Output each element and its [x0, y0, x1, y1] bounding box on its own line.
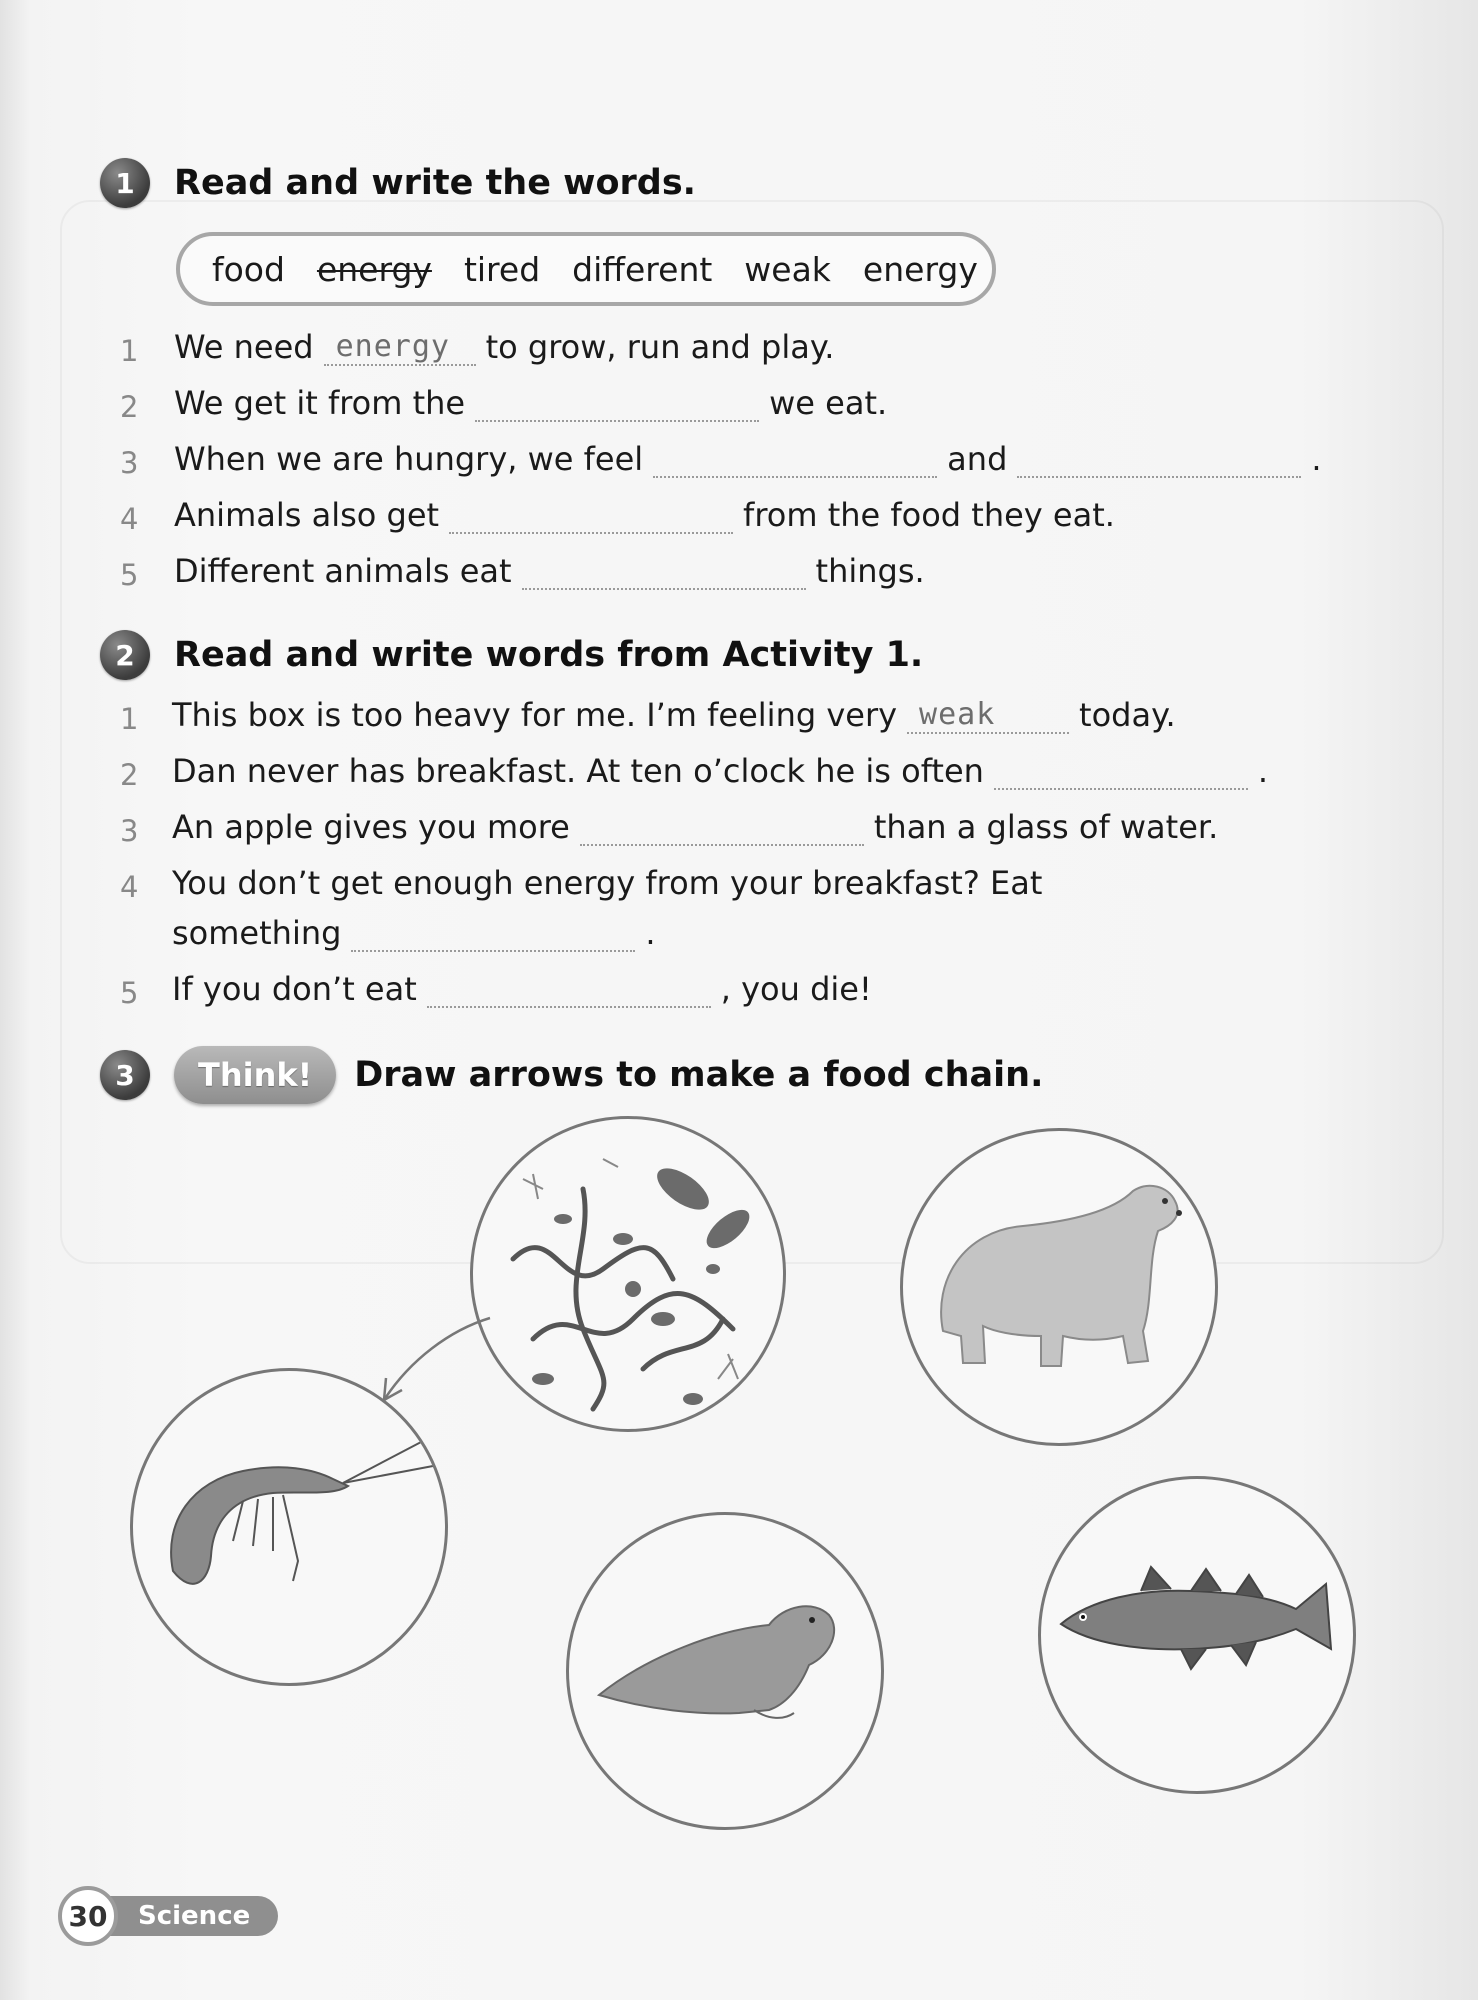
question-number: 3: [120, 446, 139, 480]
answer-blank[interactable]: [994, 754, 1248, 790]
activity-2-heading: [100, 630, 923, 680]
fish-icon: [1041, 1479, 1353, 1791]
question-text: to grow, run and play.: [485, 328, 835, 366]
question-number: 5: [120, 558, 139, 592]
activity-2-title: Read and write words from Activity 1.: [174, 635, 924, 675]
shrimp-picture[interactable]: [130, 1368, 448, 1686]
plankton-icon: [473, 1119, 783, 1429]
activity-3-title: Draw arrows to make a food chain.: [354, 1055, 1044, 1095]
question-text: When we are hungry, we feel: [174, 440, 644, 478]
activity-1-heading: [100, 158, 696, 208]
question-number: 4: [120, 870, 139, 904]
question-text: This box is too heavy for me. I’m feeling very: [172, 696, 898, 734]
activity-3-number: 3: [100, 1050, 150, 1100]
answer-blank[interactable]: [449, 498, 733, 534]
question-text: An apple gives you more: [172, 808, 570, 846]
question-text: If you don’t eat: [172, 970, 417, 1008]
question-text: from the food they eat.: [743, 496, 1115, 534]
think-badge: Think!: [174, 1046, 336, 1104]
answer-blank[interactable]: [522, 554, 806, 590]
plankton-picture[interactable]: [470, 1116, 786, 1432]
answer-blank[interactable]: [1017, 442, 1301, 478]
word-bank-item: energy: [862, 249, 978, 289]
answer-blank[interactable]: [475, 386, 759, 422]
activity-2-number: 2: [100, 630, 150, 680]
a1-question-4: [174, 496, 1115, 534]
question-number: 2: [120, 758, 139, 792]
seal-icon: [569, 1515, 881, 1827]
a1-question-5: [174, 552, 925, 590]
activity-1-number: 1: [100, 158, 150, 208]
seal-picture[interactable]: [566, 1512, 884, 1830]
word-bank-item-crossed: energy: [316, 249, 432, 289]
question-text: You don’t get enough energy from your breakfast? Eat: [172, 864, 1043, 902]
word-bank-item: weak: [744, 249, 831, 289]
answer-blank[interactable]: [324, 330, 476, 366]
a2-question-2: [172, 752, 1268, 790]
a2-question-3: [172, 808, 1218, 846]
question-text: , you die!: [720, 970, 872, 1008]
question-text: We need: [174, 328, 314, 366]
question-text: today.: [1079, 696, 1176, 734]
answer-blank[interactable]: [653, 442, 937, 478]
question-text: We get it from the: [174, 384, 466, 422]
a1-question-1: [174, 328, 834, 366]
question-text: than a glass of water.: [873, 808, 1219, 846]
question-number: 1: [120, 334, 139, 368]
activity-1-title: Read and write the words.: [174, 163, 696, 203]
answer-blank[interactable]: [907, 698, 1069, 734]
page-number: 30: [58, 1886, 118, 1946]
polar-bear-icon: [903, 1131, 1215, 1443]
question-text: Dan never has breakfast. At ten o’clock he is often: [172, 752, 984, 790]
question-text: something: [172, 914, 342, 952]
word-bank-item: food: [212, 249, 285, 289]
question-text: .: [1311, 440, 1322, 478]
shrimp-icon: [133, 1371, 445, 1683]
word-bank-item: tired: [463, 249, 541, 289]
question-text: and: [947, 440, 1008, 478]
question-number: 2: [120, 390, 139, 424]
question-number: 3: [120, 814, 139, 848]
question-text: Different animals eat: [174, 552, 512, 590]
handwritten-answer: weak: [919, 697, 996, 732]
question-text: .: [1257, 752, 1269, 790]
word-bank-item: different: [572, 249, 713, 289]
section-label: Science: [104, 1896, 278, 1936]
a1-question-3: [174, 440, 1322, 478]
question-number: 4: [120, 502, 139, 536]
polar-bear-picture[interactable]: [900, 1128, 1218, 1446]
a2-question-1: [172, 696, 1176, 734]
fish-picture[interactable]: [1038, 1476, 1356, 1794]
word-bank: [176, 232, 996, 306]
answer-blank[interactable]: [427, 972, 711, 1008]
page-footer: [58, 1886, 278, 1946]
a2-question-4: [172, 864, 1042, 902]
question-text: things.: [815, 552, 925, 590]
a2-question-4-continued: [172, 914, 656, 952]
handwritten-answer: energy: [335, 329, 450, 364]
question-text: we eat.: [769, 384, 888, 422]
question-number: 1: [120, 702, 139, 736]
question-text: .: [645, 914, 656, 952]
answer-blank[interactable]: [580, 810, 864, 846]
activity-3-heading: [100, 1046, 1043, 1104]
question-number: 5: [120, 976, 139, 1010]
answer-blank[interactable]: [351, 916, 635, 952]
a2-question-5: [172, 970, 872, 1008]
a1-question-2: [174, 384, 887, 422]
question-text: Animals also get: [174, 496, 440, 534]
